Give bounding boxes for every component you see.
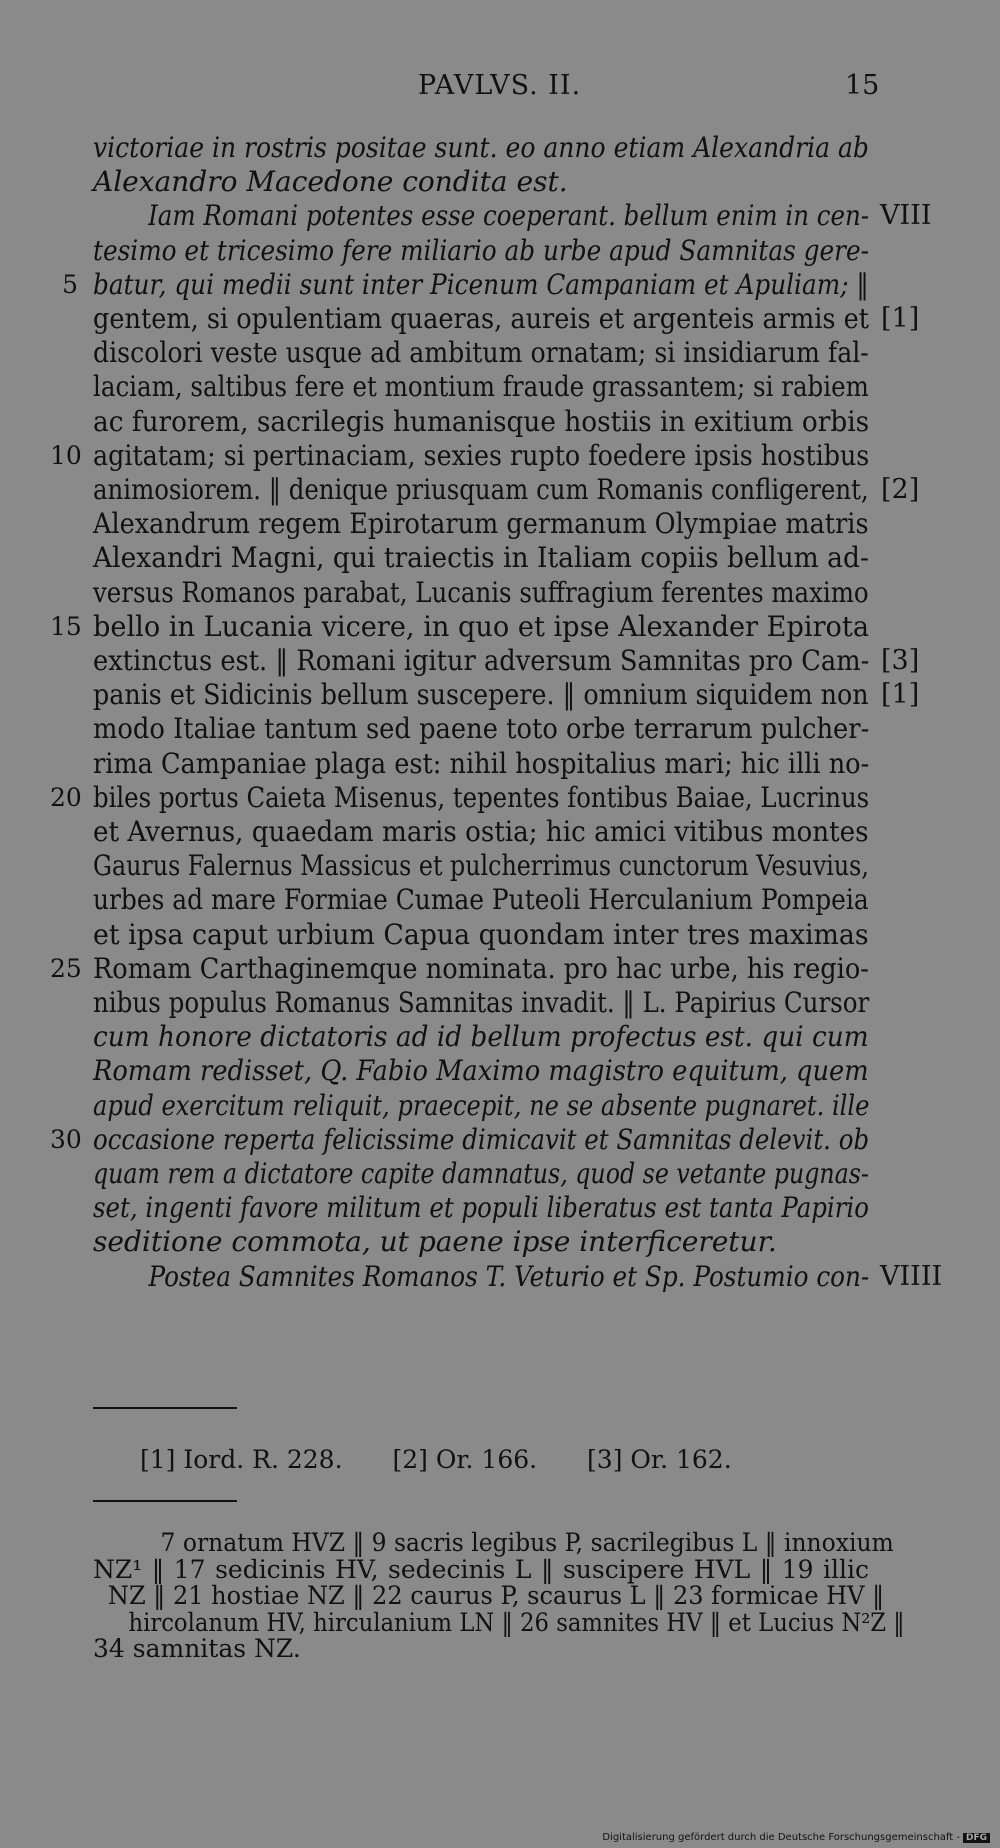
source-ref: [1] Iord. R. 228. [140,1445,343,1474]
apparatus-line: NZ¹ ‖ 17 sedicinis HV, sedecinis L ‖ suscipere HVL ‖ 19 illic [93,1554,869,1584]
page-number: 15 [845,70,880,101]
text-line: Romam redisset, Q. Fabio Maximo magistro equitum, quem [93,1054,869,1088]
text-line: batur, qui medii sunt inter Picenum Campaniam et Apuliam; ‖ [93,267,869,301]
margin-note: VIIII [880,1260,943,1292]
line-number: 15 [50,611,82,641]
text-line: urbes ad mare Formiae Cumae Puteoli Herculanium Pompeia [93,883,869,917]
text-line: bello in Lucania vicere, in quo et ipse Alexander Epirota [93,609,870,643]
text-line: laciam, saltibus fere et montium fraude grassantem; si rabiem [93,370,869,404]
text-line: Alexandri Magni, qui traiectis in Italiam copiis bellum ad- [93,541,869,575]
line-number: 5 [62,269,78,299]
dfg-logo: DFG [963,1833,990,1843]
footnote-rule-bottom [93,1500,237,1502]
text-line: Alexandro Macedone condita est. [93,165,568,199]
text-line: Alexandrum regem Epirotarum germanum Olympiae matris [93,507,869,541]
text-line: Postea Samnites Romanos T. Veturio et Sp. Postumio con- [148,1259,870,1293]
margin-note: [2] [881,474,920,505]
text-line: animosiorem. ‖ denique priusquam cum Romanis confligerent, [93,473,869,506]
source-ref: [2] Or. 166. [392,1445,538,1474]
text-line: discolori veste usque ad ambitum ornatam; si insidiarum fal- [93,336,869,370]
margin-note: [3] [881,645,920,676]
text-line: et ipsa caput urbium Capua quondam inter tres maximas [93,917,869,951]
text-line: apud exercitum reliquit, praecepit, ne se absente pugnaret. ille [93,1088,870,1122]
line-number: 20 [50,782,82,812]
text-line: nibus populus Romanus Samnitas invadit. ‖ L. Papirius Cursor [93,986,870,1019]
apparatus-line: 34 samnitas NZ. [93,1634,301,1663]
apparatus-line: hircolanum HV, hirculanium LN ‖ 26 samnites HV ‖ et Lucius N²Z ‖ [128,1607,905,1637]
margin-note: VIII [880,200,932,232]
text-line: occasione reperta felicissime dimicavit et Samnitas delevit. ob [93,1122,870,1156]
line-number: 30 [50,1124,82,1154]
text-line: tesimo et tricesimo fere miliario ab urbe apud Samnitas gere- [93,233,869,267]
footnote-rule-top [93,1407,237,1409]
text-line: cum honore dictatoris ad id bellum profectus est. qui cum [93,1020,869,1054]
apparatus-line: 7 ornatum HVZ ‖ 9 sacris legibus P, sacrilegibus L ‖ innoxium [160,1528,894,1557]
credit-text: Digitalisierung gefördert durch die Deutsche Forschungsgemeinschaft - [602,1832,960,1843]
text-line: et Avernus, quaedam maris ostia; hic amici vitibus montes [93,815,869,848]
source-references [140,1445,774,1474]
text-line: victoriae in rostris positae sunt. eo anno etiam Alexandria ab [93,131,869,164]
text-line: ac furorem, sacrilegis humanisque hostiis in exitium orbis [93,404,870,438]
text-line: agitatam; si pertinaciam, sexies rupto foedere ipsis hostibus [93,438,870,472]
text-line: modo Italiae tantum sed paene toto orbe terrarum pulcher- [93,712,870,746]
source-ref: [3] Or. 162. [587,1445,732,1474]
line-number: 10 [50,440,82,470]
text-line: panis et Sidicinis bellum suscepere. ‖ omnium siquidem non [93,678,869,712]
text-line: versus Romanos parabat, Lucanis suffragium ferentes maximo [93,575,869,609]
text-line: set, ingenti favore militum et populi liberatus est tanta Papirio [93,1191,869,1225]
margin-note: [1] [881,303,920,334]
text-line: Gaurus Falernus Massicus et pulcherrimus cunctorum Vesuvius, [93,849,869,883]
line-number: 25 [50,953,82,983]
text-line: gentem, si opulentiam quaeras, aureis et argenteis armis et [93,302,870,335]
text-line: extinctus est. ‖ Romani igitur adversum Samnitas pro Cam- [93,644,870,677]
margin-note: [1] [881,679,920,711]
digitization-credit [602,1832,990,1843]
text-line: seditione commota, ut paene ipse interficeretur. [93,1225,777,1259]
apparatus-line: NZ ‖ 21 hostiae NZ ‖ 22 caurus P, scaurus L ‖ 23 formicae HV ‖ [107,1581,885,1610]
text-line: rima Campaniae plaga est: nihil hospitalius mari; hic illi no- [93,746,870,780]
text-line: Iam Romani potentes esse coeperant. bellum enim in cen- [148,199,870,233]
running-head-title: PAVLVS. II. [418,70,582,101]
text-line: biles portus Caieta Misenus, tepentes fontibus Baiae, Lucrinus [93,780,870,814]
text-line: Romam Carthaginemque nominata. pro hac urbe, his regio- [93,951,869,985]
text-line: quam rem a dictatore capite damnatus, quod se vetante pugnas- [93,1157,869,1190]
